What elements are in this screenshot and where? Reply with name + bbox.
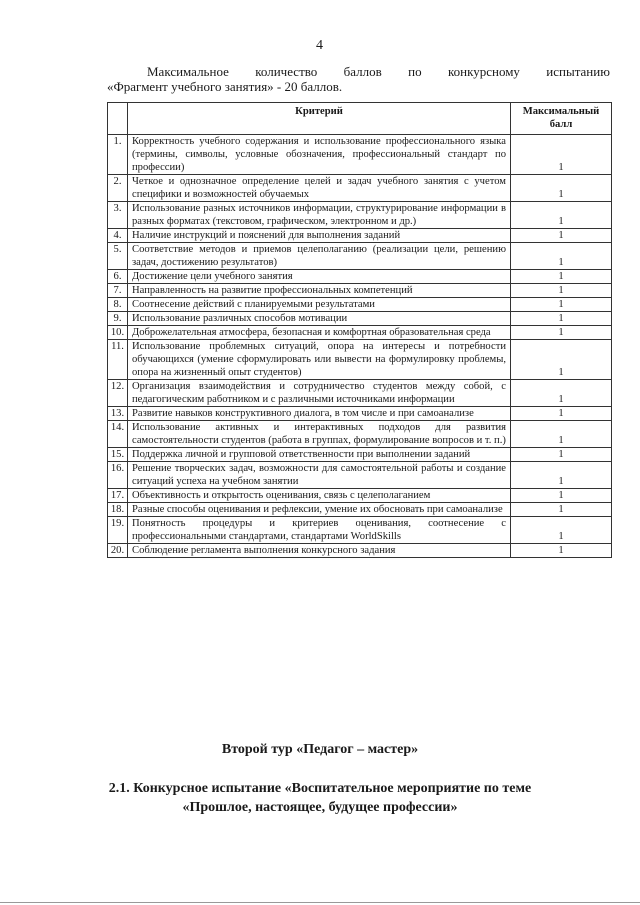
row-criterion: Использование различных способов мотивации xyxy=(128,312,511,326)
row-criterion: Использование разных источников информации, структурирование информации в разных форматах (текстовом, графическом, электронном и др.) xyxy=(128,202,511,229)
table-row xyxy=(108,489,612,503)
row-max-score: 1 xyxy=(511,380,612,407)
row-criterion: Соблюдение регламента выполнения конкурсного задания xyxy=(128,544,511,558)
row-max-score: 1 xyxy=(511,243,612,270)
row-max-score: 1 xyxy=(511,312,612,326)
criteria-table xyxy=(107,102,612,558)
row-number: 6. xyxy=(108,270,128,284)
table-row xyxy=(108,175,612,202)
row-number: 17. xyxy=(108,489,128,503)
row-max-score: 1 xyxy=(511,340,612,380)
table-header-row xyxy=(108,103,612,135)
row-criterion: Понятность процедуры и критериев оценивания, соотнесение с профессиональными стандартами, стандартами WorldSkills xyxy=(128,517,511,544)
row-number: 3. xyxy=(108,202,128,229)
intro-word: по xyxy=(408,64,422,79)
row-criterion: Достижение цели учебного занятия xyxy=(128,270,511,284)
row-criterion: Корректность учебного содержания и использование профессионального языка (термины, символы, условные обозначения, профессиональный стандарт по профессии) xyxy=(128,135,511,175)
intro-line-2: «Фрагмент учебного занятия» - 20 баллов. xyxy=(107,79,343,94)
row-criterion: Соотнесение действий с планируемыми результатами xyxy=(128,298,511,312)
header-number xyxy=(108,103,128,135)
row-max-score: 1 xyxy=(511,517,612,544)
row-criterion: Наличие инструкций и пояснений для выполнения заданий xyxy=(128,229,511,243)
table-row xyxy=(108,544,612,558)
row-criterion: Использование активных и интерактивных подходов для развития самостоятельности студентов (работа в группах, формулирование вопросов и т. п.) xyxy=(128,421,511,448)
row-number: 10. xyxy=(108,326,128,340)
table-row xyxy=(108,229,612,243)
table-row xyxy=(108,135,612,175)
table-row xyxy=(108,298,612,312)
row-criterion: Четкое и однозначное определение целей и задач учебного занятия с учетом специфики и возможностей обучаемых xyxy=(128,175,511,202)
row-number: 18. xyxy=(108,503,128,517)
row-number: 4. xyxy=(108,229,128,243)
row-max-score: 1 xyxy=(511,462,612,489)
intro-word: испытанию xyxy=(546,64,610,79)
table-row xyxy=(108,340,612,380)
table-row xyxy=(108,503,612,517)
row-number: 19. xyxy=(108,517,128,544)
row-max-score: 1 xyxy=(511,135,612,175)
table-row xyxy=(108,312,612,326)
row-max-score: 1 xyxy=(511,229,612,243)
table-row xyxy=(108,448,612,462)
row-number: 9. xyxy=(108,312,128,326)
header-criterion: Критерий xyxy=(128,103,511,135)
row-criterion: Объективность и открытость оценивания, связь с целеполаганием xyxy=(128,489,511,503)
row-number: 12. xyxy=(108,380,128,407)
table-row xyxy=(108,202,612,229)
row-max-score: 1 xyxy=(511,421,612,448)
row-max-score: 1 xyxy=(511,407,612,421)
row-max-score: 1 xyxy=(511,326,612,340)
table-row xyxy=(108,407,612,421)
header-max-score: Максимальный балл xyxy=(511,103,612,135)
section-heading-contest-line-2: «Прошлое, настоящее, будущее профессии» xyxy=(182,800,458,815)
row-max-score: 1 xyxy=(511,270,612,284)
row-criterion: Соответствие методов и приемов целеполаганию (реализации цели, решению задач, достижению результатов) xyxy=(128,243,511,270)
table-row xyxy=(108,270,612,284)
row-number: 14. xyxy=(108,421,128,448)
table-row xyxy=(108,421,612,448)
row-criterion: Разные способы оценивания и рефлексии, умение их обосновать при самоанализе xyxy=(128,503,511,517)
table-row xyxy=(108,243,612,270)
page-bottom-rule xyxy=(0,902,640,903)
section-heading-contest-line-1: 2.1. Конкурсное испытание «Воспитательное мероприятие по теме xyxy=(108,781,532,796)
row-criterion: Поддержка личной и групповой ответственности при выполнении заданий xyxy=(128,448,511,462)
section-heading-tour: Второй тур «Педагог – мастер» xyxy=(221,742,419,757)
row-number: 2. xyxy=(108,175,128,202)
row-max-score: 1 xyxy=(511,298,612,312)
row-number: 8. xyxy=(108,298,128,312)
row-max-score: 1 xyxy=(511,544,612,558)
row-criterion: Доброжелательная атмосфера, безопасная и комфортная образовательная среда xyxy=(128,326,511,340)
intro-word: баллов xyxy=(343,64,382,79)
table-row xyxy=(108,380,612,407)
row-max-score: 1 xyxy=(511,284,612,298)
row-max-score: 1 xyxy=(511,503,612,517)
row-max-score: 1 xyxy=(511,175,612,202)
section-heading-contest xyxy=(0,779,640,817)
table-row xyxy=(108,462,612,489)
intro-word: конкурсному xyxy=(447,64,520,79)
table-row xyxy=(108,517,612,544)
intro-line-1 xyxy=(107,64,610,79)
row-max-score: 1 xyxy=(511,202,612,229)
row-criterion: Решение творческих задач, возможности для самостоятельной работы и создание ситуаций успеха на учебном занятии xyxy=(128,462,511,489)
intro-word: количество xyxy=(255,64,318,79)
table-row xyxy=(108,326,612,340)
row-criterion: Направленность на развитие профессиональных компетенций xyxy=(128,284,511,298)
intro-paragraph xyxy=(107,64,610,94)
row-max-score: 1 xyxy=(511,489,612,503)
row-criterion: Использование проблемных ситуаций, опора на интересы и потребности обучающихся (умение сформулировать или вывести на формулировку проблемы, опора на жизненный опыт студентов) xyxy=(128,340,511,380)
row-criterion: Организация взаимодействия и сотрудничество студентов между собой, с педагогическим работником и с различными источниками информации xyxy=(128,380,511,407)
row-number: 16. xyxy=(108,462,128,489)
row-number: 7. xyxy=(108,284,128,298)
row-number: 15. xyxy=(108,448,128,462)
row-number: 20. xyxy=(108,544,128,558)
table-row xyxy=(108,284,612,298)
page-number: 4 xyxy=(316,38,324,53)
row-number: 13. xyxy=(108,407,128,421)
criteria-table-body xyxy=(108,135,612,558)
row-number: 5. xyxy=(108,243,128,270)
row-criterion: Развитие навыков конструктивного диалога, в том числе и при самоанализе xyxy=(128,407,511,421)
row-number: 1. xyxy=(108,135,128,175)
row-max-score: 1 xyxy=(511,448,612,462)
intro-word: Максимальное xyxy=(147,64,229,79)
row-number: 11. xyxy=(108,340,128,380)
